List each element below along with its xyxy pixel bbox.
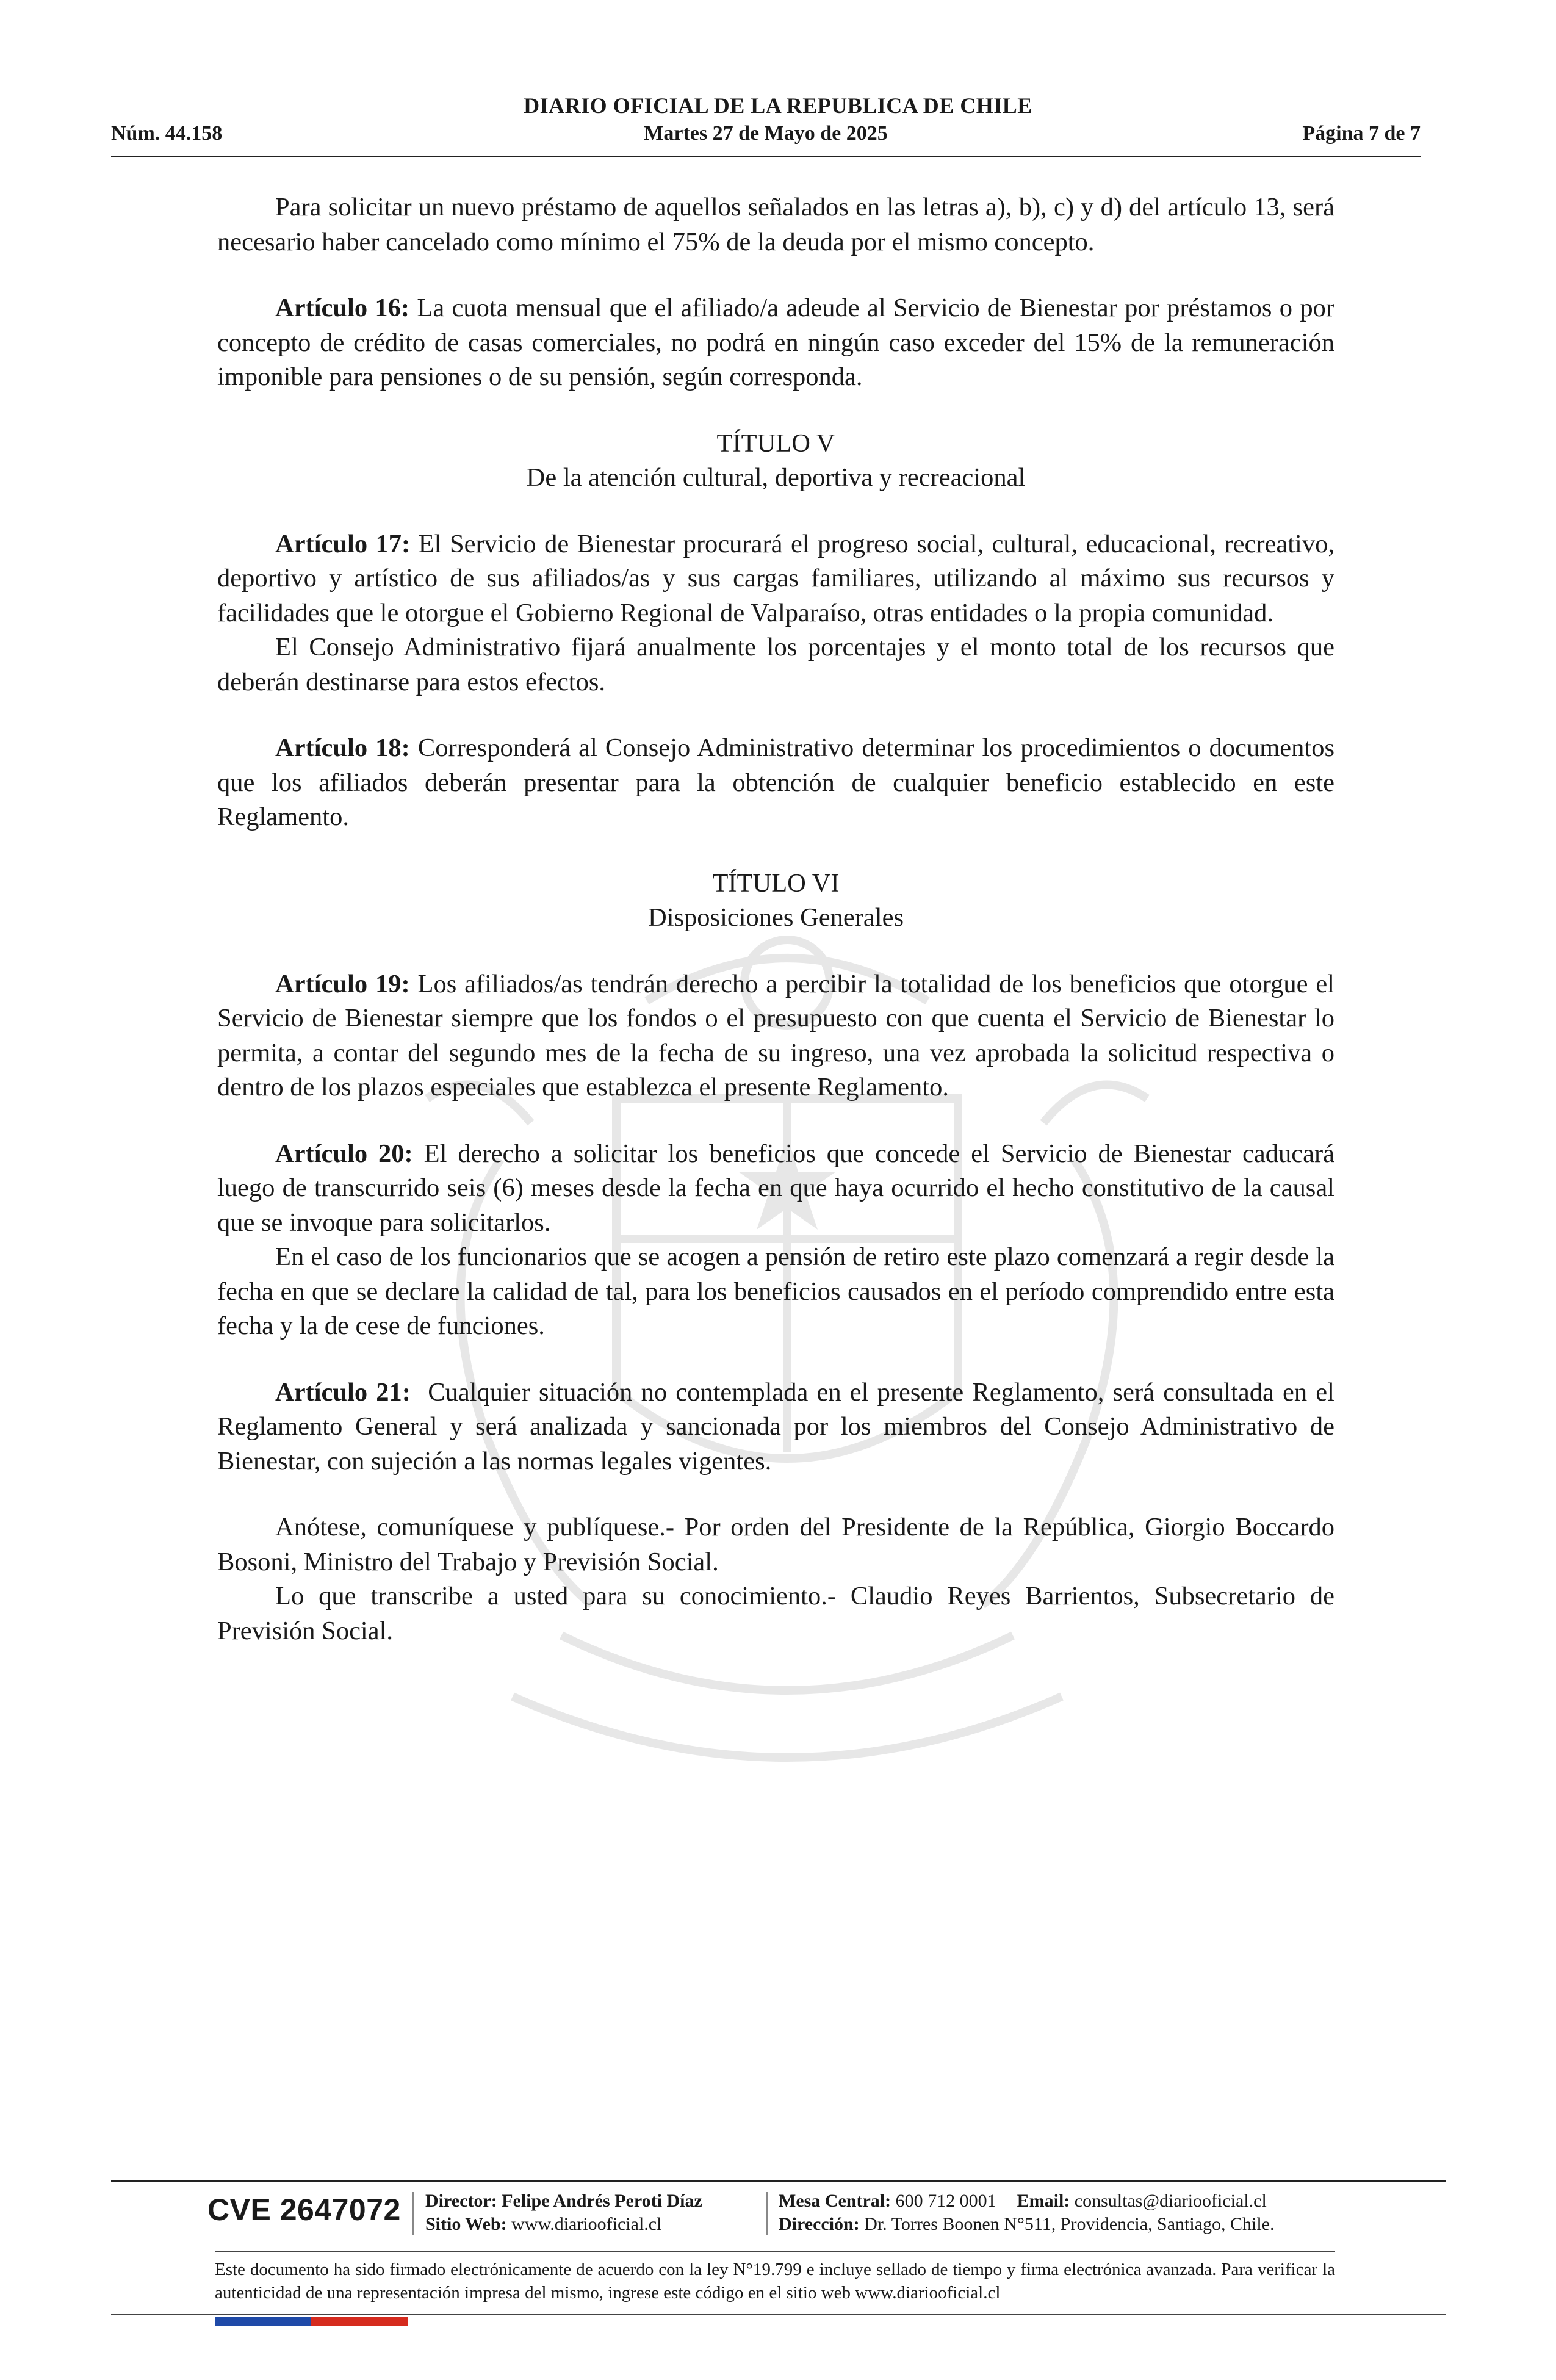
article-21-text: Cualquier situación no contemplada en el presente Reglamento, será consultada en el Reglamento General y será analizada y sancionada por los miembros del Consejo Administrativo de Bienestar, con sujeción a las normas legales vigentes.: [217, 1377, 1341, 1476]
article-19: [217, 967, 1334, 1105]
closing-paragraph-1: Anótese, comuníquese y publíquese.- Por orden del Presidente de la República, Giorgio Boccardo Bosoni, Ministro del Trabajo y Previsión Social.: [217, 1513, 1334, 1576]
article-18: [217, 731, 1334, 835]
article-16-text: La cuota mensual que el afiliado/a adeude al Servicio de Bienestar por préstamos o por concepto de crédito de casas comerciales, no podrá en ningún caso exceder del 15% de la remuneración imponible para pensiones o de su pensión, según corresponda.: [217, 294, 1335, 391]
article-19-text: Los afiliados/as tendrán derecho a percibir la totalidad de los beneficios que otorgue el Servicio de Bienestar siempre que los fondos o el presupuesto con que cuenta el Servicio de Bienestar lo permita, a contar del segundo mes de la fecha de su ingreso, una vez aprobada la solicitud respectiva o dentro de los plazos especiales que establezca el presente Reglamento.: [217, 969, 1334, 1102]
page-number: Página 7 de 7: [1302, 122, 1421, 145]
issue-date: Martes 27 de Mayo de 2025: [644, 122, 888, 145]
director-label: Director:: [425, 2191, 497, 2211]
article-18-label: Artículo 18:: [275, 734, 410, 762]
mesa-central-value: 600 712 0001: [891, 2191, 996, 2211]
article-20-label: Artículo 20:: [275, 1139, 413, 1168]
electronic-signature-note: Este documento ha sido firmado electrónicamente de acuerdo con la ley N°19.799 e incluye sellado de tiempo y firma electrónica avanzada. Para verificar la autenticidad de una representación impresa del mismo, ingrese este código en el sitio web www.diariooficial.cl: [215, 2260, 1335, 2302]
footer-separator-1: [412, 2192, 414, 2235]
article-20: [217, 1137, 1334, 1241]
title-vi-heading: TÍTULO VI: [712, 868, 840, 898]
title-v-subheading: De la atención cultural, deportiva y recreacional: [526, 463, 1026, 492]
website-label: Sitio Web:: [425, 2214, 507, 2234]
director-value: Felipe Andrés Peroti Díaz: [497, 2191, 702, 2211]
footer-separator-2: [766, 2192, 768, 2235]
intro-paragraph: Para solicitar un nuevo préstamo de aquellos señalados en las letras a), b), c) y d) del artículo 13, será necesario haber cancelado como mínimo el 75% de la deuda por el mismo concepto.: [217, 193, 1334, 256]
closing-paragraph-2: Lo que transcribe a usted para su conocimiento.- Claudio Reyes Barrientos, Subsecretario de Previsión Social.: [217, 1582, 1334, 1645]
issue-number: Núm. 44.158: [111, 122, 223, 145]
article-17-text: El Servicio de Bienestar procurará el progreso social, cultural, educacional, recreativo, deportivo y artístico de sus afiliados/as y sus cargas familiares, utilizando al máximo sus recursos y facilidades que le otorgue el Gobierno Regional de Valparaíso, otras entidades o la propia comunidad.: [217, 529, 1334, 627]
article-20-paragraph-2: En el caso de los funcionarios que se acogen a pensión de retiro este plazo comenzará a regir desde la fecha en que se declare la calidad de tal, para los beneficios causados en el período comprendido entre esta fecha y la de cese de funciones.: [217, 1242, 1334, 1340]
cve-code: CVE 2647072: [207, 2193, 401, 2227]
website-value[interactable]: www.diariooficial.cl: [506, 2214, 662, 2234]
article-16-label: Artículo 16:: [275, 294, 410, 322]
address-label: Dirección:: [779, 2214, 860, 2234]
gazette-title: DIARIO OFICIAL DE LA REPUBLICA DE CHILE: [524, 93, 1032, 118]
article-20-text: El derecho a solicitar los beneficios que concede el Servicio de Bienestar caducará luego de transcurrido seis (6) meses desde la fecha en que haya ocurrido el hecho constitutivo de la causal que se invoque para solicitarlos.: [217, 1139, 1334, 1237]
article-21: [217, 1376, 1341, 1479]
article-21-label: Artículo 21:: [275, 1377, 411, 1407]
email-label: Email:: [1017, 2191, 1070, 2211]
document-body: [217, 190, 1341, 1648]
article-17-paragraph-2: El Consejo Administrativo fijará anualmente los porcentajes y el monto total de los recursos que deberán destinarse para estos efectos.: [217, 633, 1334, 696]
email-value[interactable]: consultas@diariooficial.cl: [1070, 2191, 1267, 2211]
footer-contact-block: [779, 2190, 1275, 2236]
address-value: Dr. Torres Boonen N°511, Providencia, Santiago, Chile.: [859, 2214, 1275, 2234]
article-18-text: Corresponderá al Consejo Administrativo determinar los procedimientos o documentos que los afiliados deberán presentar para la obtención de cualquier beneficio establecido en este Reglamento.: [217, 734, 1334, 831]
article-17-label: Artículo 17:: [275, 529, 411, 558]
footer-top-divider: [111, 2180, 1446, 2182]
header-divider: [111, 156, 1421, 157]
mesa-central-label: Mesa Central:: [779, 2191, 891, 2211]
article-17: [217, 527, 1334, 631]
footer-mid-divider: [215, 2251, 1335, 2252]
footer-director-block: [425, 2190, 702, 2236]
title-vi-subheading: Disposiciones Generales: [648, 903, 904, 932]
flag-stripe-blue: [215, 2317, 311, 2326]
title-v-heading: TÍTULO V: [716, 428, 835, 458]
footer-bottom-divider: [111, 2314, 1446, 2315]
header-row: [111, 122, 1421, 149]
article-16: [217, 291, 1334, 395]
flag-stripe-red: [311, 2317, 408, 2326]
article-19-label: Artículo 19:: [275, 969, 410, 998]
